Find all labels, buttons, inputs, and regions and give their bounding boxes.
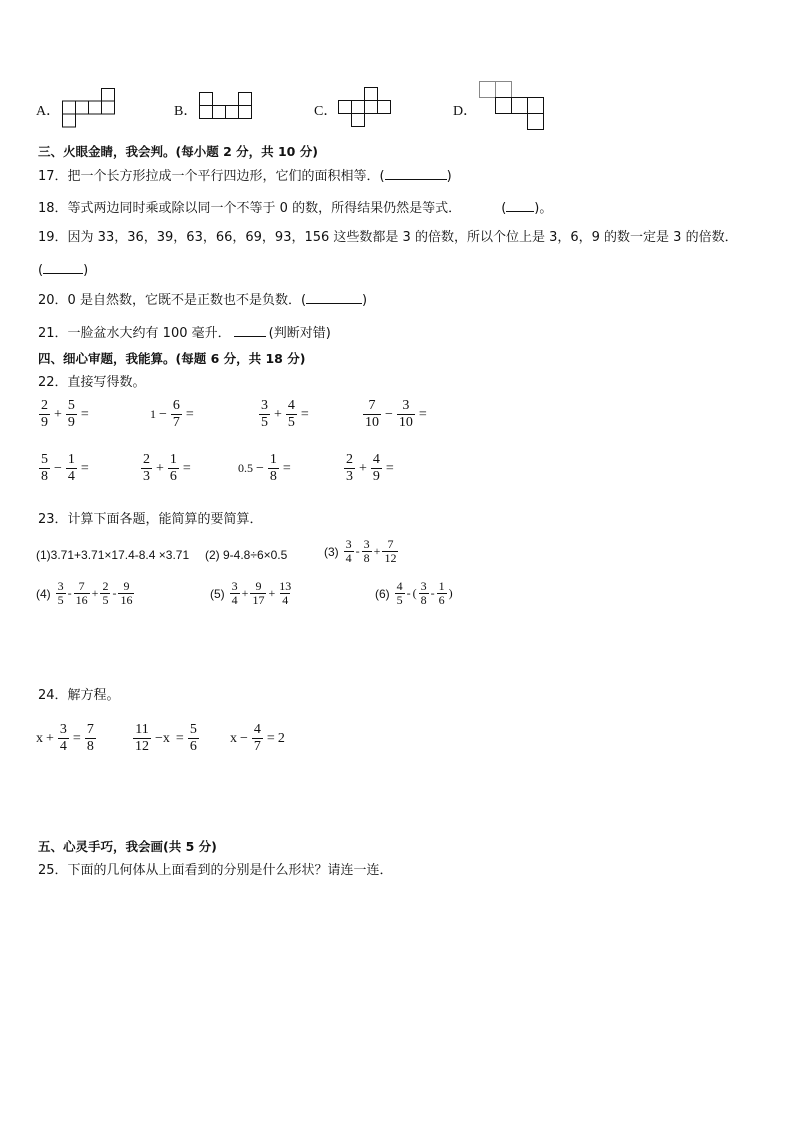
option-b-net-figure bbox=[199, 92, 255, 122]
numerator: 4 bbox=[396, 579, 403, 593]
option-a-label: A． bbox=[36, 104, 61, 119]
option-d-net-figure bbox=[479, 81, 549, 133]
operator: - bbox=[430, 586, 435, 600]
question-18-paren-close: )。 bbox=[534, 201, 553, 216]
denominator: 6 bbox=[189, 739, 197, 754]
answer-blank-17[interactable] bbox=[385, 167, 447, 180]
fraction bbox=[259, 398, 270, 431]
q23-part-2: (2) 9-4.8÷6×0.5 bbox=[205, 548, 288, 562]
equals-sign: = bbox=[300, 406, 309, 422]
operator: + bbox=[373, 544, 381, 558]
numerator: 7 bbox=[368, 398, 376, 413]
q23-part-5 bbox=[210, 580, 294, 607]
numerator: 4 bbox=[287, 398, 295, 413]
paren-close: ) bbox=[448, 586, 453, 600]
fraction bbox=[168, 452, 179, 485]
question-17-text: 17．把一个长方形拉成一个平行四边形，它们的面积相等．( bbox=[38, 169, 385, 184]
operator: −x bbox=[155, 730, 170, 746]
question-18-text: 18．等式两边同时乘或除以同一个不等于 0 的数，所得结果仍然是等式． bbox=[38, 201, 462, 216]
question-17 bbox=[38, 167, 452, 185]
equals-sign: = bbox=[175, 730, 184, 746]
fraction bbox=[382, 538, 398, 565]
section-3-heading: 三、火眼金睛，我会判。(每小题 2 分，共 10 分) bbox=[38, 144, 318, 159]
operator: + bbox=[359, 460, 367, 476]
question-18 bbox=[38, 199, 552, 217]
q22-item bbox=[38, 452, 92, 485]
option-d-label: D． bbox=[453, 104, 478, 119]
denominator: 8 bbox=[269, 469, 277, 484]
operator: − bbox=[54, 460, 62, 476]
section-4-heading: 四、细心审题，我能算。(每题 6 分，共 18 分) bbox=[38, 351, 306, 366]
leading-number: 0.5 bbox=[238, 461, 253, 475]
section-5-heading: 五、心灵手巧，我会画(共 5 分) bbox=[38, 839, 217, 854]
fraction bbox=[437, 580, 447, 607]
q22-item bbox=[238, 452, 294, 485]
equals-sign: = bbox=[182, 460, 191, 476]
denominator: 5 bbox=[102, 593, 109, 607]
fraction bbox=[230, 580, 240, 607]
q23-part-6 bbox=[375, 580, 454, 607]
denominator: 7 bbox=[172, 415, 180, 430]
q22-item bbox=[150, 398, 197, 431]
numerator: 1 bbox=[169, 452, 177, 467]
fraction bbox=[286, 398, 297, 431]
denominator: 4 bbox=[67, 469, 75, 484]
option-a-net-figure bbox=[62, 88, 118, 128]
operator: + bbox=[46, 730, 54, 746]
fraction bbox=[397, 398, 415, 431]
question-22: 22．直接写得数。 bbox=[38, 375, 146, 390]
numerator: 2 bbox=[143, 452, 150, 467]
numerator: 1 bbox=[67, 452, 75, 467]
option-b-label: B． bbox=[174, 104, 198, 119]
equals-sign: = bbox=[385, 460, 394, 476]
q24-equation-1 bbox=[36, 722, 97, 755]
denominator: 7 bbox=[253, 739, 261, 754]
numerator: 3 bbox=[261, 398, 268, 413]
question-25: 25．下面的几何体从上面看到的分别是什么形状？请连一连． bbox=[38, 863, 393, 878]
numerator: 6 bbox=[172, 398, 180, 413]
operator: - bbox=[406, 586, 411, 600]
q23-part-5-label: (5) bbox=[210, 586, 225, 601]
denominator: 4 bbox=[345, 551, 352, 565]
q23-part-4 bbox=[36, 580, 135, 607]
operator: - bbox=[355, 544, 360, 558]
question-21 bbox=[38, 324, 331, 342]
numerator: 7 bbox=[387, 537, 394, 551]
q23-part-3 bbox=[324, 538, 399, 565]
fraction bbox=[100, 580, 110, 607]
fraction bbox=[133, 722, 151, 755]
fraction bbox=[277, 580, 293, 607]
numerator: 3 bbox=[57, 579, 64, 593]
numerator: 9 bbox=[255, 579, 262, 593]
denominator: 4 bbox=[282, 593, 289, 607]
question-19: 19．因为 33，36，39，63，66，69，93，156 这些数都是 3 的倍数，所以个位上是 3，6，9 的数一定是 3 的倍数． bbox=[38, 230, 738, 245]
denominator: 3 bbox=[346, 469, 353, 484]
q24-equation-2 bbox=[132, 722, 200, 755]
fraction bbox=[371, 452, 382, 485]
denominator: 3 bbox=[143, 469, 150, 484]
numerator: 9 bbox=[123, 579, 130, 593]
denominator: 5 bbox=[57, 593, 64, 607]
operator: − bbox=[256, 460, 264, 476]
numerator: 11 bbox=[135, 722, 149, 737]
q23-part-1: (1)3.71+3.71×17.4-8.4 ×3.71 bbox=[36, 548, 190, 562]
question-23: 23．计算下面各题，能简算的要简算． bbox=[38, 512, 263, 527]
equals-sign: = bbox=[80, 406, 89, 422]
fraction bbox=[250, 580, 266, 607]
equals-sign: = bbox=[418, 406, 427, 422]
operator: − bbox=[159, 406, 167, 422]
numerator: 3 bbox=[363, 537, 370, 551]
question-19-open: ( bbox=[38, 263, 44, 278]
numerator: 1 bbox=[438, 579, 445, 593]
question-19-close: ) bbox=[83, 263, 89, 278]
fraction bbox=[66, 452, 77, 485]
fraction bbox=[85, 722, 96, 755]
operator: + bbox=[91, 586, 99, 600]
denominator: 8 bbox=[363, 551, 370, 565]
numerator: 5 bbox=[67, 398, 75, 413]
fraction bbox=[39, 398, 50, 431]
denominator: 9 bbox=[41, 415, 48, 430]
fraction bbox=[141, 452, 152, 485]
denominator: 9 bbox=[372, 469, 380, 484]
fraction bbox=[362, 538, 372, 565]
question-21-text: 21．一脸盆水大约有 100 毫升． bbox=[38, 326, 231, 341]
denominator: 16 bbox=[75, 593, 88, 607]
operator: − bbox=[385, 406, 393, 422]
numerator: 7 bbox=[86, 722, 94, 737]
paren-open: ( bbox=[412, 586, 417, 600]
q22-item bbox=[362, 398, 430, 431]
fraction bbox=[419, 580, 429, 607]
numerator: 5 bbox=[189, 722, 197, 737]
question-17-end: ) bbox=[446, 169, 452, 184]
numerator: 3 bbox=[420, 579, 427, 593]
fraction bbox=[118, 580, 134, 607]
denominator: 12 bbox=[384, 551, 397, 565]
operator: + bbox=[268, 586, 276, 600]
q24-equation-3 bbox=[230, 722, 285, 755]
variable: x bbox=[36, 730, 43, 746]
question-24: 24．解方程。 bbox=[38, 688, 120, 703]
denominator: 5 bbox=[287, 415, 295, 430]
fraction bbox=[56, 580, 66, 607]
q23-part-3-label: (3) bbox=[324, 544, 339, 559]
denominator: 16 bbox=[120, 593, 133, 607]
denominator: 6 bbox=[169, 469, 177, 484]
numerator: 2 bbox=[41, 398, 48, 413]
variable: x bbox=[230, 730, 237, 746]
question-19-answer bbox=[38, 261, 88, 279]
denominator: 8 bbox=[86, 739, 94, 754]
fraction bbox=[344, 538, 354, 565]
option-c-net-figure bbox=[338, 87, 394, 129]
answer-blank-20[interactable] bbox=[306, 291, 362, 304]
operator: − bbox=[240, 730, 248, 746]
fraction bbox=[363, 398, 381, 431]
operator: + bbox=[241, 586, 249, 600]
numerator: 3 bbox=[402, 398, 410, 413]
denominator: 17 bbox=[252, 593, 265, 607]
fraction bbox=[252, 722, 263, 755]
fraction bbox=[268, 452, 279, 485]
fraction bbox=[66, 398, 77, 431]
equals-sign: = bbox=[80, 460, 89, 476]
right-hand-side: 2 bbox=[277, 730, 285, 746]
question-18-paren-open: ( bbox=[501, 201, 507, 216]
fraction bbox=[58, 722, 69, 755]
question-21-end: (判断对错) bbox=[268, 326, 331, 341]
q22-item bbox=[258, 398, 312, 431]
fraction bbox=[395, 580, 405, 607]
question-20-text: 20．0 是自然数，它既不是正数也不是负数．( bbox=[38, 293, 307, 308]
answer-blank-18[interactable] bbox=[506, 199, 534, 212]
equals-sign: = bbox=[266, 730, 275, 746]
fraction bbox=[171, 398, 182, 431]
fraction bbox=[74, 580, 90, 607]
numerator: 1 bbox=[269, 452, 277, 467]
fraction bbox=[344, 452, 355, 485]
denominator: 9 bbox=[67, 415, 75, 430]
denominator: 10 bbox=[398, 415, 413, 430]
denominator: 10 bbox=[365, 415, 379, 430]
denominator: 4 bbox=[231, 593, 238, 607]
answer-blank-21[interactable] bbox=[234, 324, 266, 337]
numerator: 13 bbox=[279, 579, 292, 593]
equals-sign: = bbox=[282, 460, 291, 476]
numerator: 7 bbox=[78, 579, 85, 593]
q22-item bbox=[38, 398, 92, 431]
numerator: 2 bbox=[346, 452, 353, 467]
numerator: 3 bbox=[345, 537, 352, 551]
denominator: 6 bbox=[438, 593, 445, 607]
q22-item bbox=[343, 452, 397, 485]
operator: - bbox=[112, 586, 117, 600]
denominator: 5 bbox=[261, 415, 268, 430]
question-20-end: ) bbox=[362, 293, 368, 308]
numerator: 4 bbox=[372, 452, 380, 467]
q23-part-6-label: (6) bbox=[375, 586, 390, 601]
option-c-label: C． bbox=[314, 104, 338, 119]
numerator: 3 bbox=[59, 722, 67, 737]
fraction bbox=[39, 452, 50, 485]
operator: + bbox=[54, 406, 62, 422]
operator: - bbox=[67, 586, 72, 600]
denominator: 8 bbox=[420, 593, 427, 607]
numerator: 3 bbox=[231, 579, 238, 593]
numerator: 4 bbox=[253, 722, 261, 737]
operator: + bbox=[274, 406, 282, 422]
denominator: 4 bbox=[59, 739, 67, 754]
q23-part-4-label: (4) bbox=[36, 586, 51, 601]
numerator: 5 bbox=[41, 452, 48, 467]
equals-sign: = bbox=[185, 406, 194, 422]
q22-item bbox=[140, 452, 194, 485]
operator: + bbox=[156, 460, 164, 476]
equals-sign: = bbox=[72, 730, 81, 746]
fraction bbox=[188, 722, 199, 755]
leading-number: 1 bbox=[150, 407, 156, 421]
denominator: 8 bbox=[41, 469, 48, 484]
question-20 bbox=[38, 291, 367, 309]
numerator: 2 bbox=[102, 579, 109, 593]
answer-blank-19[interactable] bbox=[43, 261, 83, 274]
denominator: 12 bbox=[135, 739, 149, 754]
denominator: 5 bbox=[396, 593, 403, 607]
